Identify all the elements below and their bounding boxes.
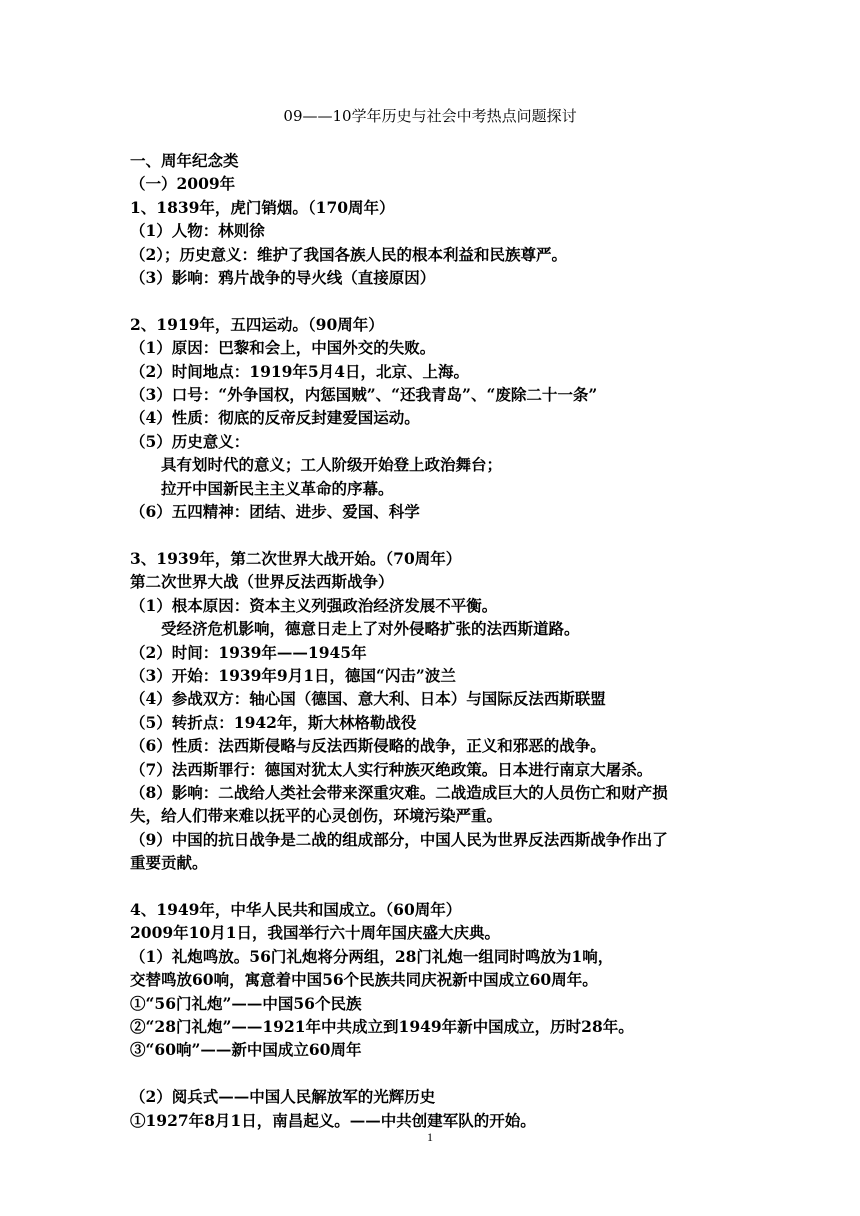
text-line: 交替鸣放60响，寓意着中国56个民族共同庆祝新中国成立60周年。 (130, 970, 598, 990)
section-heading: 一、周年纪念类 (130, 151, 239, 170)
blank-line (130, 289, 740, 312)
text-line: （7）法西斯罪行：德国对犹太人实行种族灭绝政策。日本进行南京大屠杀。 (130, 759, 653, 779)
blank-line (130, 523, 740, 546)
item-heading: 1、1839年，虎门销烟。（170周年） (130, 197, 395, 217)
item-heading: 2、1919年，五四运动。（90周年） (130, 314, 384, 334)
text-line: 受经济危机影响，德意日走上了对外侵略扩张的法西斯道路。 (130, 619, 580, 639)
text-line: （2）时间地点：1919年5月4日，北京、上海。 (130, 361, 469, 381)
text-line: （2）时间：1939年——1945年 (130, 642, 367, 662)
subsection-heading: （一）2009年 (130, 174, 236, 194)
text-line: （4）性质：彻底的反帝反封建爱国运动。 (130, 408, 420, 428)
text-line: 第二次世界大战（世界反法西斯战争） (130, 572, 394, 592)
page-number: 1 (427, 1130, 433, 1144)
document-title: 09——10学年历史与社会中考热点问题探讨 (283, 107, 577, 125)
text-line: 2009年10月1日，我国举行六十周年国庆盛大庆典。 (130, 923, 500, 943)
text-line: （3）影响：鸦片战争的导火线（直接原因） (130, 268, 436, 288)
text-line: （3）开始：1939年9月1日，德国“闪击”波兰 (130, 665, 456, 685)
text-line: 重要贡献。 (130, 853, 208, 873)
document-body (130, 149, 740, 1132)
text-line: 具有划时代的意义；工人阶级开始登上政治舞台； (130, 455, 503, 475)
text-line: （5）历史意义： (130, 431, 250, 451)
text-line: （1）人物：林则徐 (130, 221, 265, 241)
text-line: ②“28门礼炮”——1921年中共成立到1949年新中国成立，历时28年。 (130, 1016, 634, 1036)
text-line: （6）五四精神：团结、进步、爱国、科学 (130, 502, 420, 522)
item-heading: 4、1949年，中华人民共和国成立。（60周年） (130, 899, 462, 919)
text-line: （5）转折点：1942年，斯大林格勒战役 (130, 712, 417, 732)
text-line: ①“56门礼炮”——中国56个民族 (130, 993, 362, 1013)
blank-line (130, 875, 740, 898)
text-line: （3）口号：“外争国权，内惩国贼”、“还我青岛”、“废除二十一条” (130, 385, 598, 405)
text-line: 拉开中国新民主主义革命的序幕。 (130, 478, 394, 498)
text-line: （4）参战双方：轴心国（德国、意大利、日本）与国际反法西斯联盟 (130, 689, 606, 709)
text-line: （6）性质：法西斯侵略与反法西斯侵略的战争，正义和邪恶的战争。 (130, 736, 606, 756)
text-line: （1）原因：巴黎和会上，中国外交的失败。 (130, 338, 436, 358)
text-line: ①1927年8月1日，南昌起义。——中共创建军队的开始。 (130, 1110, 536, 1130)
text-line: （1）根本原因：资本主义列强政治经济发展不平衡。 (130, 595, 498, 615)
item-heading: 3、1939年，第二次世界大战开始。（70周年） (130, 548, 462, 568)
blank-line (130, 1062, 740, 1085)
text-line: （2）；历史意义：维护了我国各族人民的根本利益和民族尊严。 (130, 244, 568, 264)
text-line: （2）阅兵式——中国人民解放军的光辉历史 (130, 1087, 436, 1107)
text-line: （8）影响：二战给人类社会带来深重灾难。二战造成巨大的人员伤亡和财产损 (130, 782, 668, 802)
text-line: （1）礼炮鸣放。56门礼炮将分两组，28门礼炮一组同时鸣放为1响， (130, 946, 614, 966)
text-line: 失，给人们带来难以抚平的心灵创伤，环境污染严重。 (130, 806, 503, 826)
text-line: （9）中国的抗日战争是二战的组成部分，中国人民为世界反法西斯战争作出了 (130, 829, 668, 849)
text-line: ③“60响”——新中国成立60周年 (130, 1040, 362, 1060)
